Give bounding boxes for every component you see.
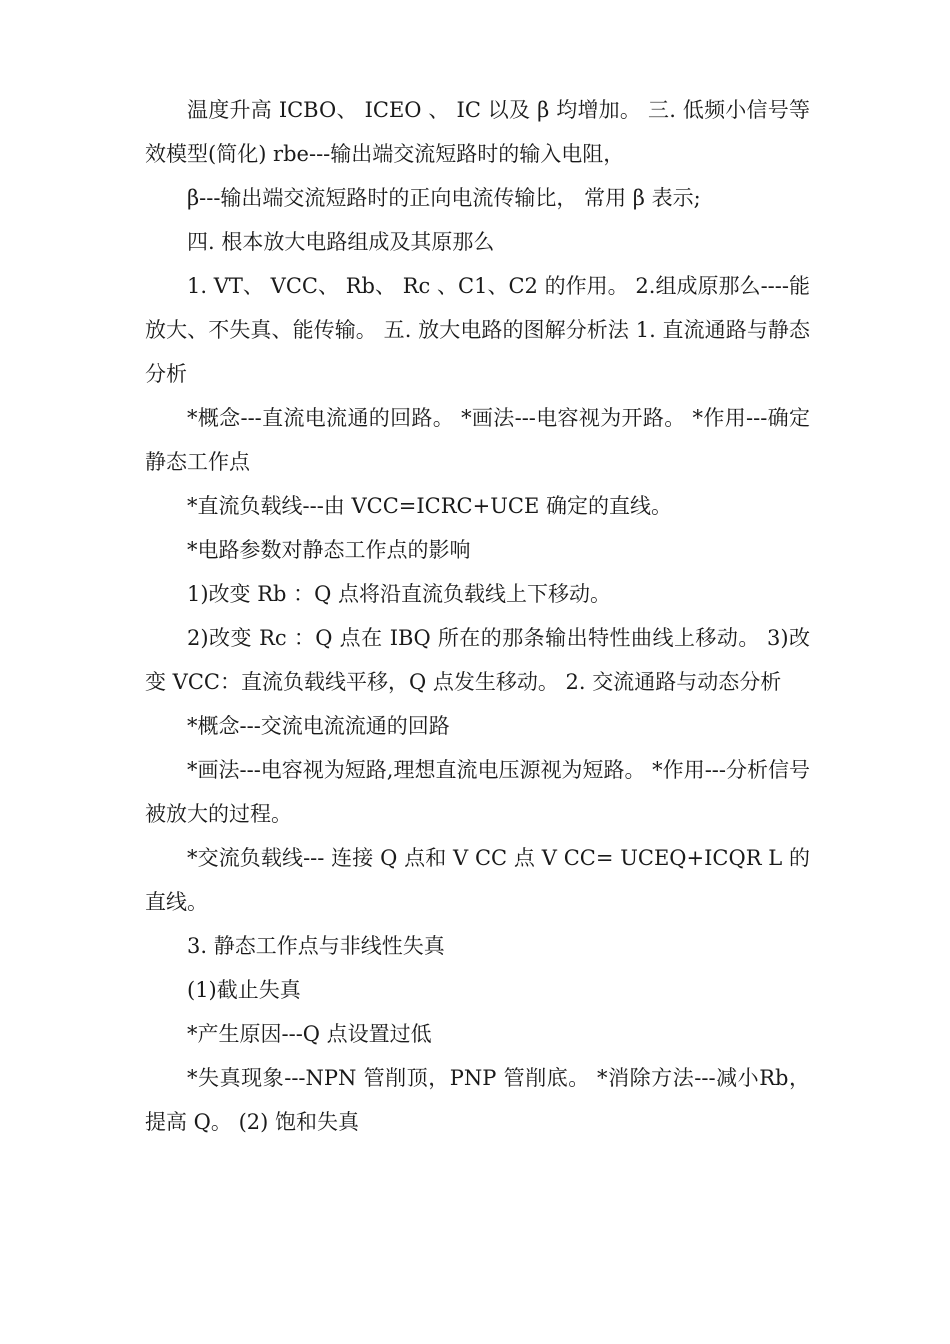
paragraph-cutoff-phenomenon: *失真现象---NPN 管削顶，PNP 管削底。 *消除方法---减小Rb，提高 Q。 (2) 饱和失真 [145, 1066, 810, 1134]
document-body [145, 88, 810, 1144]
paragraph-ac-load-line: *交流负载线--- 连接 Q 点和 V CC 点 V CC= UCEQ+ICQR L 的直线。 [145, 846, 810, 914]
paragraph-circuit-parameters: *电路参数对静态工作点的影响 [187, 538, 471, 562]
paragraph-beta-definition: β---输出端交流短路时的正向电流传输比， 常用 β 表示; [187, 186, 701, 210]
paragraph-cutoff-cause: *产生原因---Q 点设置过低 [187, 1022, 432, 1046]
paragraph-ac-drawing-method: *画法---电容视为短路,理想直流电压源视为短路。 *作用---分析信号被放大的过程。 [145, 758, 810, 826]
paragraph-dc-path-concept: *概念---直流电流通的回路。 *画法---电容视为开路。 *作用---确定静态工作点 [145, 406, 810, 474]
paragraph-nonlinear-distortion-heading: 3. 静态工作点与非线性失真 [187, 934, 445, 958]
paragraph-section-four-heading: 四. 根本放大电路组成及其原那么 [187, 230, 495, 254]
paragraph-cutoff-distortion: (1)截止失真 [187, 978, 301, 1002]
paragraph-temperature-effect: 温度升高 ICBO、 ICEO 、 IC 以及 β 均增加。 三. 低频小信号等效模型(简化) rbe---输出端交流短路时的输入电阻， [145, 98, 810, 166]
paragraph-component-roles: 1. VT、 VCC、 Rb、 Rc 、C1、C2 的作用。 2.组成原那么----能放大、不失真、能传输。 五. 放大电路的图解分析法 1. 直流通路与静态分析 [145, 274, 810, 386]
paragraph-change-rb: 1)改变 Rb ：Q 点将沿直流负载线上下移动。 [187, 582, 612, 606]
paragraph-ac-path-concept: *概念---交流电流流通的回路 [187, 714, 450, 738]
paragraph-change-rc: 2)改变 Rc ：Q 点在 IBQ 所在的那条输出特性曲线上移动。 3)改变 VCC：直流负载线平移，Q 点发生移动。 2. 交流通路与动态分析 [145, 626, 810, 694]
paragraph-dc-load-line: *直流负载线---由 VCC=ICRC+UCE 确定的直线。 [187, 494, 672, 518]
